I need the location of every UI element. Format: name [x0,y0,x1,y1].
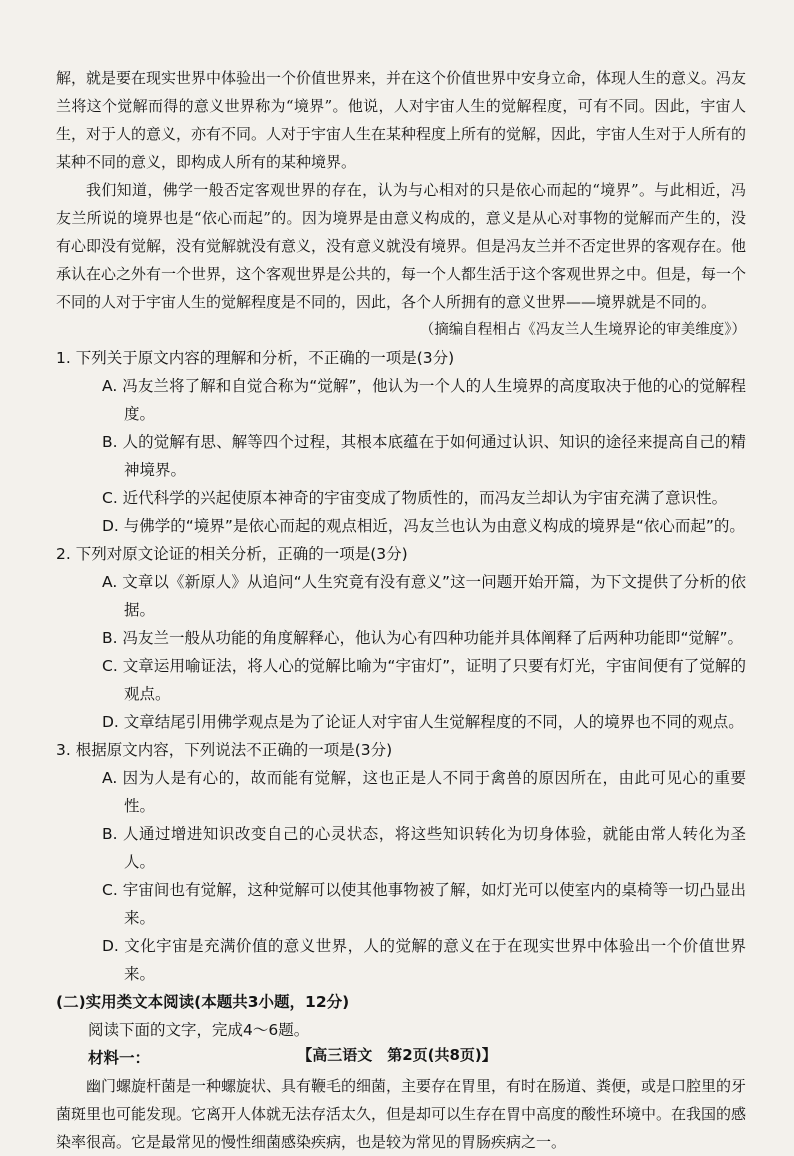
option-d: D. 文化宇宙是充满价值的意义世界，人的觉解的意义在于在现实世界中体验出一个价值世界来。 [102,937,746,983]
option-b: B. 人通过增进知识改变自己的心灵状态，将这些知识转化为切身体验，就能由常人转化为圣人。 [102,825,746,871]
question-1 [56,344,746,540]
question-2 [56,540,746,736]
option-a: A. 文章以《新原人》从追问“人生究竟有没有意义”这一问题开始开篇，为下文提供了分析的依据。 [102,573,746,619]
option-c: C. 宇宙间也有觉解，这种觉解可以使其他事物被了解，如灯光可以使室内的桌椅等一切凸显出来。 [102,881,746,927]
option-d: D. 与佛学的“境界”是依心而起的观点相近，冯友兰也认为由意义构成的境界是“依心而起”的。 [102,517,745,535]
question-stem: 3. 根据原文内容，下列说法不正确的一项是(3分) [56,741,393,759]
section-instruction: 阅读下面的文字，完成4～6题。 [88,1021,310,1039]
option-d: D. 文章结尾引用佛学观点是为了论证人对宇宙人生觉解程度的不同，人的境界也不同的观点。 [102,713,744,731]
option-b: B. 人的觉解有思、解等四个过程，其根本底蕴在于如何通过认识、知识的途径来提高自己的精神境界。 [102,433,746,479]
option-c: C. 近代科学的兴起使原本神奇的宇宙变成了物质性的，而冯友兰却认为宇宙充满了意识性。 [102,489,728,507]
question-stem: 1. 下列关于原文内容的理解和分析，不正确的一项是(3分) [56,349,455,367]
passage-paragraph-1: 解，就是要在现实世界中体验出一个价值世界来，并在这个价值世界中安身立命，体现人生的意义。冯友兰将这个觉解而得的意义世界称为“境界”。他说，人对宇宙人生的觉解程度，可有不同。因此，宇宙人生，对于人的意义，亦有不同。人对于宇宙人生在某种程度上所有的觉解，因此，宇宙人生对于人所有的某种不同的意义，即构成人所有的某种境界。 [56,69,747,171]
passage-paragraph-2: 我们知道，佛学一般否定客观世界的存在，认为与心相对的只是依心而起的“境界”。与此相近，冯友兰所说的境界也是“依心而起”的。因为境界是由意义构成的，意义是从心对事物的觉解而产生的，没有心即没有觉解，没有觉解就没有意义，没有意义就没有境界。但是冯友兰并不否定世界的客观存在。他承认在心之外有一个世界，这个客观世界是公共的，每一个人都生活于这个客观世界之中。但是，每一个不同的人对于宇宙人生的觉解程度是不同的，因此，各个人所拥有的意义世界——境界就是不同的。 [56,181,747,311]
option-b: B. 冯友兰一般从功能的角度解释心，他认为心有四种功能并具体阐释了后两种功能即“觉解”。 [102,629,744,647]
question-3 [56,736,746,988]
option-a: A. 因为人是有心的，故而能有觉解，这也正是人不同于禽兽的原因所在，由此可见心的重要性。 [102,769,746,815]
question-stem: 2. 下列对原文论证的相关分析，正确的一项是(3分) [56,545,408,563]
option-c: C. 文章运用喻证法，将人心的觉解比喻为“宇宙灯”，证明了只要有灯光，宇宙间便有了觉解的观点。 [102,657,746,703]
material-label: 材料一： [88,1049,151,1067]
material-text: 幽门螺旋杆菌是一种螺旋状、具有鞭毛的细菌，主要存在胃里，有时在肠道、粪便，或是口腔里的牙菌斑里也可能发现。它离开人体就无法存活太久，但是却可以生存在胃中高度的酸性环境中。在我国的感染率很高。它是最常见的慢性细菌感染疾病，也是较为常见的胃肠疾病之一。 [56,1077,747,1151]
section-heading: (二)实用类文本阅读(本题共3小题，12分) [56,993,350,1011]
passage-source: （摘编自程相占《冯友兰人生境界论的审美维度》） [419,322,746,338]
option-a: A. 冯友兰将了解和自觉合称为“觉解”，他认为一个人的人生境界的高度取决于他的心的觉解程度。 [102,377,746,423]
page-footer: 【高三语文 第2页(共8页)】 [297,1046,497,1064]
